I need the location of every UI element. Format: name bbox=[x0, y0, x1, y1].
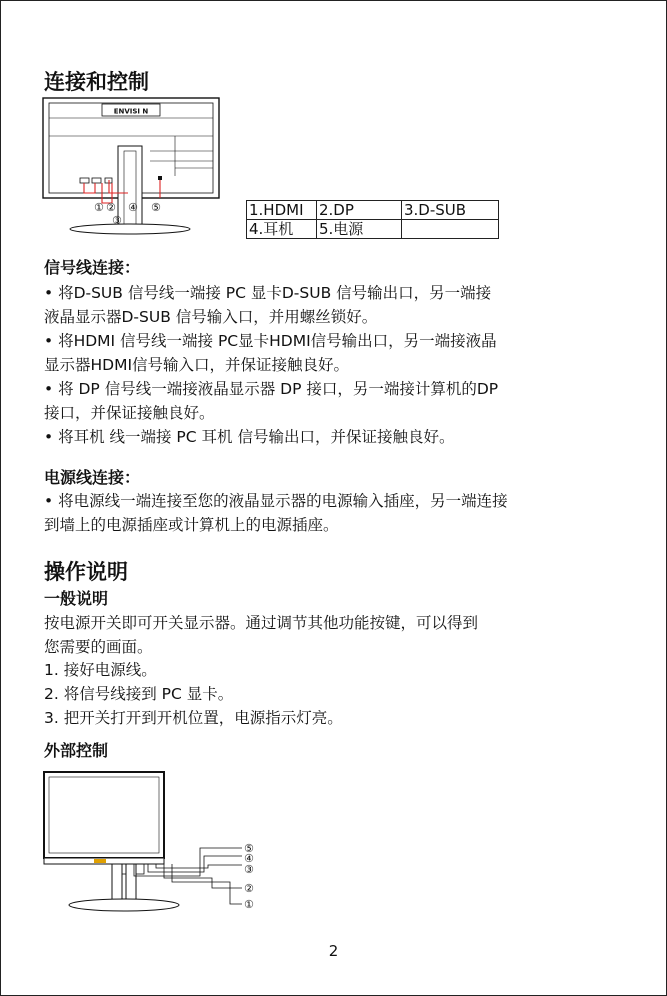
section-title-operate: 操作说明 bbox=[44, 560, 128, 584]
port-table bbox=[246, 200, 499, 239]
callout-4: ④ bbox=[128, 201, 138, 214]
power-line: 到墙上的电源插座或计算机上的电源插座。 bbox=[44, 516, 339, 534]
general-line: 3. 把开关打开到开机位置，电源指示灯亮。 bbox=[44, 709, 343, 727]
monitor-front-diagram bbox=[40, 768, 280, 918]
signal-line: • 将D-SUB 信号线一端接 PC 显卡D-SUB 信号输出口，另一端接 bbox=[44, 284, 492, 302]
svg-text:⑤ ④ ③ ② ① bbox=[244, 842, 257, 911]
external-heading: 外部控制 bbox=[44, 741, 109, 760]
signal-heading: 信号线连接： bbox=[44, 258, 141, 277]
general-line: 2. 将信号线接到 PC 显卡。 bbox=[44, 685, 234, 703]
section-title-connect: 连接和控制 bbox=[44, 70, 149, 94]
external-callout-2: ② bbox=[244, 882, 254, 895]
brand-logo-text: ENVISI N bbox=[113, 107, 149, 116]
signal-line: • 将耳机 线一端接 PC 耳机 信号输出口，并保证接触良好。 bbox=[44, 428, 455, 446]
port-cell: 1.HDMI bbox=[247, 201, 317, 220]
external-callout-5: ⑤ bbox=[244, 842, 254, 855]
port-cell: 3.D-SUB bbox=[402, 201, 499, 220]
port-cell: 4.耳机 bbox=[247, 220, 317, 239]
page-number: 2 bbox=[328, 942, 339, 960]
port-cell bbox=[402, 220, 499, 239]
callout-3: ③ bbox=[112, 214, 122, 227]
general-line: 您需要的画面。 bbox=[44, 638, 153, 656]
port-cell: 2.DP bbox=[317, 201, 402, 220]
callout-2: ② bbox=[106, 201, 116, 214]
port-cell: 5.电源 bbox=[317, 220, 402, 239]
external-callout-4: ④ bbox=[244, 852, 254, 865]
monitor-rear-diagram bbox=[40, 96, 222, 236]
callout-5: ⑤ bbox=[151, 201, 161, 214]
signal-line: 显示器HDMI信号输入口，并保证接触良好。 bbox=[44, 356, 350, 374]
general-heading: 一般说明 bbox=[44, 589, 109, 608]
power-heading: 电源线连接： bbox=[44, 468, 141, 487]
signal-line: • 将 DP 信号线一端接液晶显示器 DP 接口，另一端接计算机的DP bbox=[44, 380, 499, 398]
external-callout-3: ③ bbox=[244, 863, 254, 876]
power-line: • 将电源线一端连接至您的液晶显示器的电源输入插座，另一端连接 bbox=[44, 492, 508, 510]
general-line: 1. 接好电源线。 bbox=[44, 661, 157, 679]
signal-line: 接口，并保证接触良好。 bbox=[44, 404, 215, 422]
callout-1: ① bbox=[94, 201, 104, 214]
general-line: 按电源开关即可开关显示器。通过调节其他功能按键，可以得到 bbox=[44, 614, 479, 632]
external-callout-1: ① bbox=[244, 898, 254, 911]
table-row bbox=[247, 201, 499, 220]
table-row bbox=[247, 220, 499, 239]
signal-line: 液晶显示器D-SUB 信号输入口，并用螺丝锁好。 bbox=[44, 308, 378, 326]
signal-line: • 将HDMI 信号线一端接 PC显卡HDMI信号输出口，另一端接液晶 bbox=[44, 332, 497, 350]
